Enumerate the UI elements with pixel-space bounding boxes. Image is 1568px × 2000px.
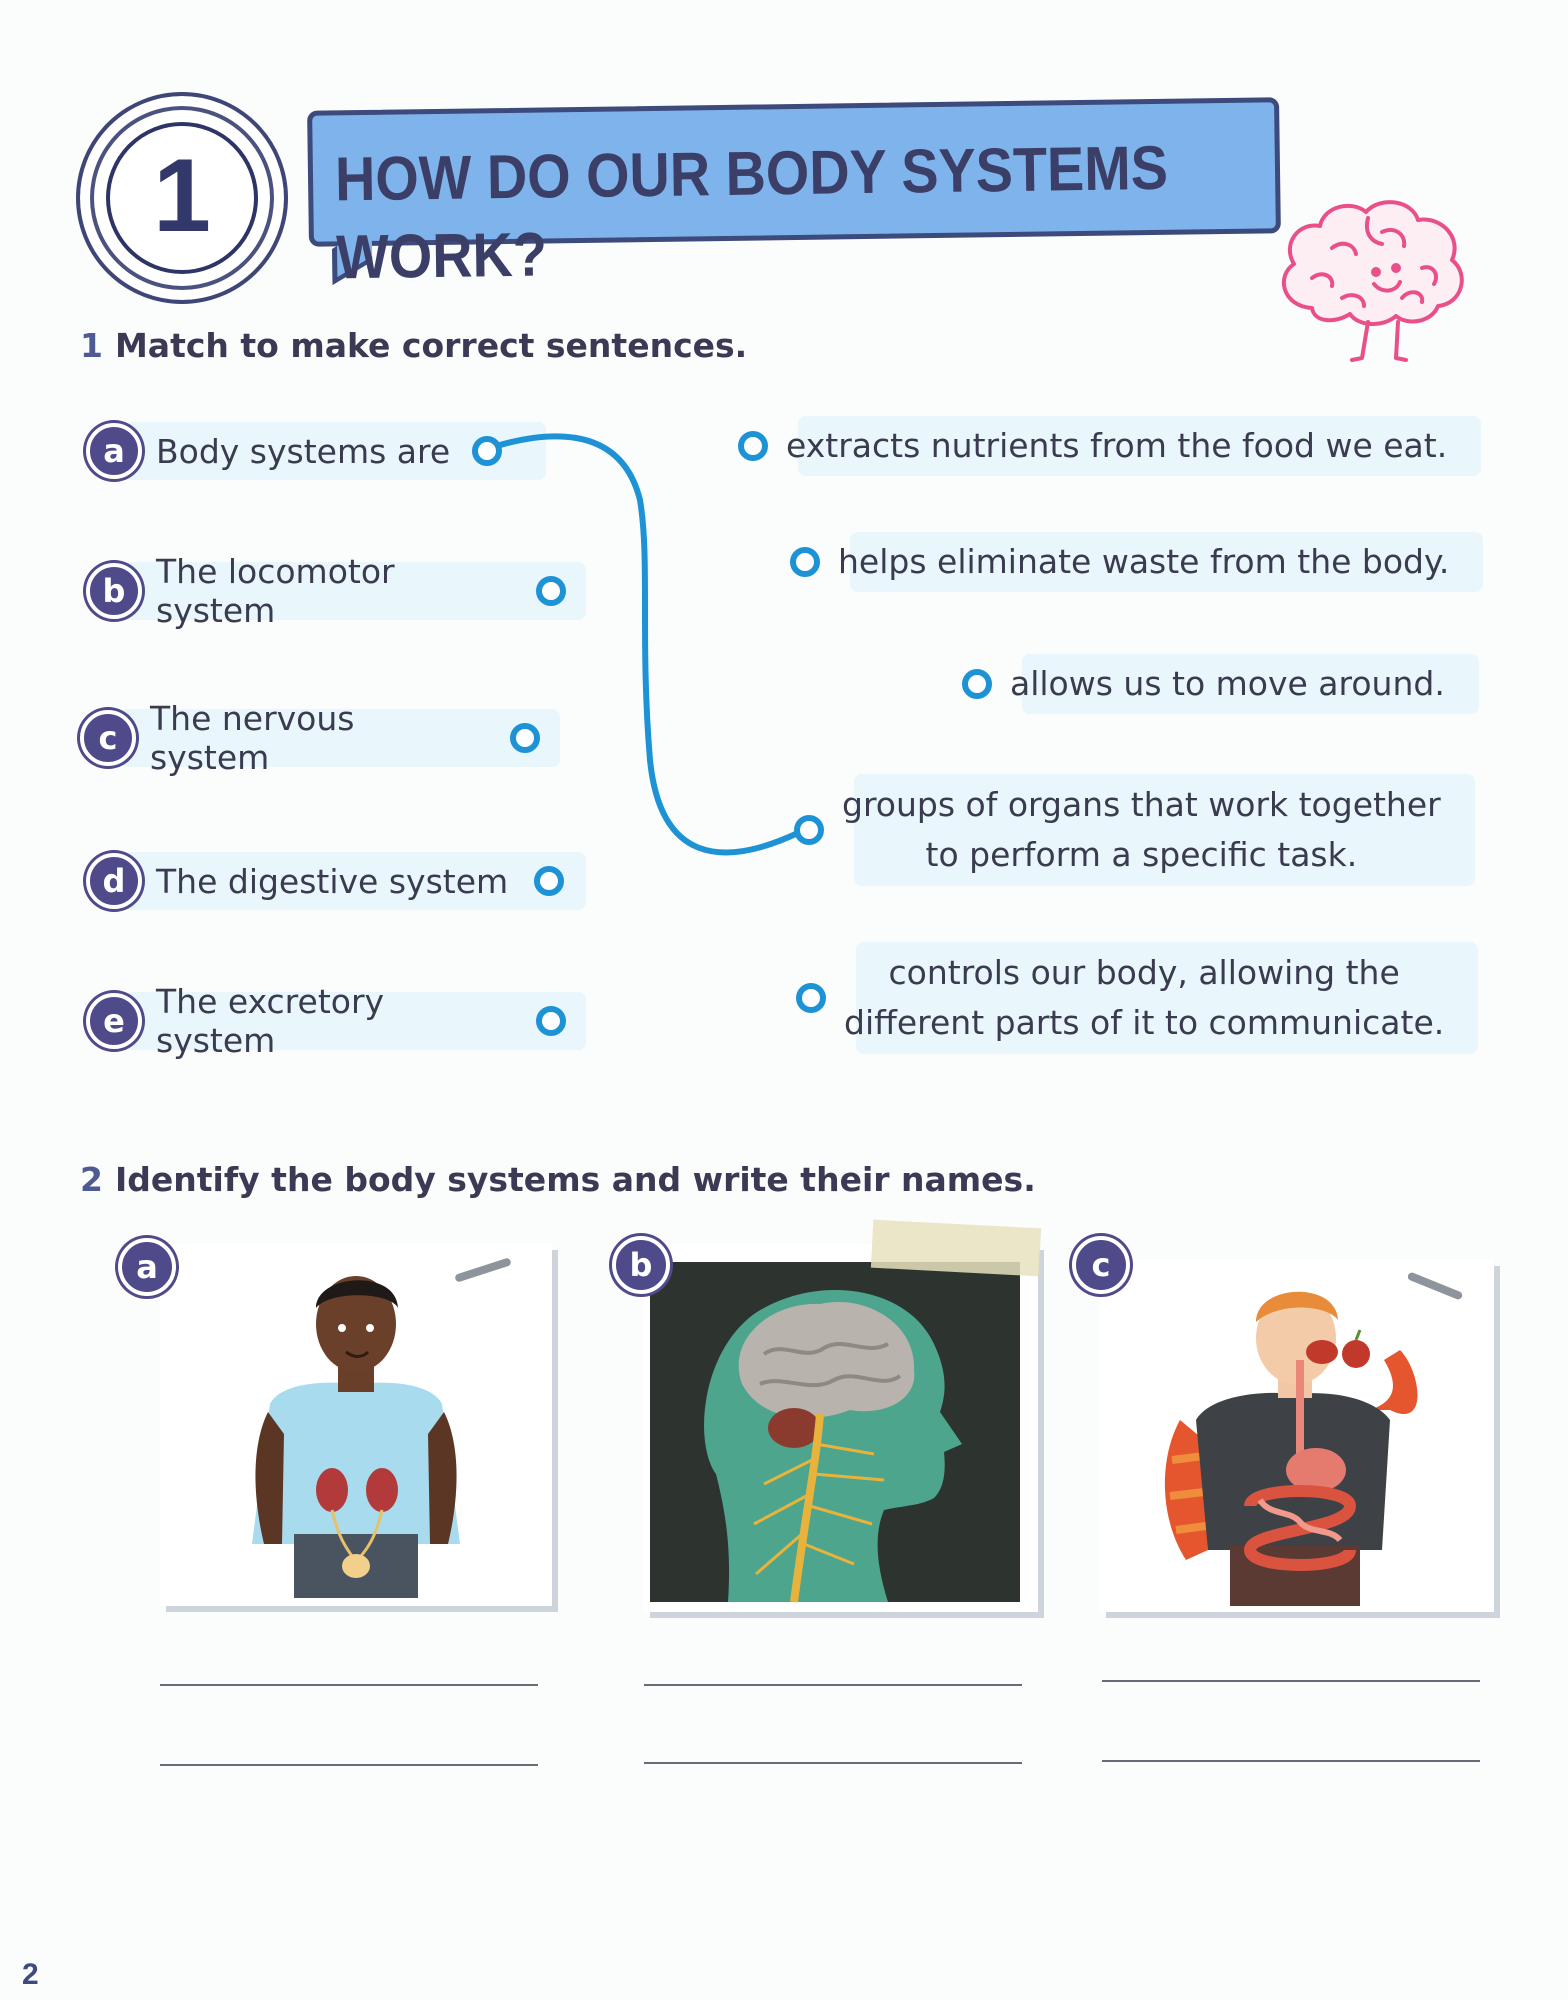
answer-line-a-1[interactable]: [160, 1684, 538, 1686]
match-right-item-5: [796, 940, 1444, 1056]
exercise-1-heading: [80, 326, 747, 365]
picture-letter-a: a: [118, 1238, 176, 1296]
match-right-text-line: to perform a specific task.: [925, 835, 1358, 874]
picture-letter-c: c: [1072, 1236, 1130, 1294]
title-banner: [307, 97, 1281, 293]
letter-badge-e: e: [86, 993, 142, 1049]
answer-line-b-2[interactable]: [644, 1762, 1022, 1764]
unit-number: 1: [153, 138, 211, 254]
letter-badge-d: d: [86, 853, 142, 909]
match-right-text: allows us to move around.: [1010, 664, 1445, 703]
head-nervous-system-photo: [644, 1244, 1038, 1612]
letter-badge-b: b: [86, 563, 142, 619]
match-right-text-line: controls our body, allowing the: [888, 953, 1400, 992]
match-left-text: The digestive system: [156, 861, 509, 901]
answer-line-a-2[interactable]: [160, 1764, 538, 1766]
match-left-text: The excretory system: [156, 982, 385, 1060]
tape-icon: [871, 1220, 1041, 1277]
match-dot-left-a[interactable]: [472, 436, 502, 466]
answer-line-b-1[interactable]: [644, 1684, 1022, 1686]
match-right-text: helps eliminate waste from the body.: [838, 542, 1450, 581]
match-left-text: The locomotor system: [156, 552, 395, 630]
match-dot-right-3[interactable]: [962, 669, 992, 699]
unit-number-badge: [76, 92, 288, 304]
match-dot-right-4[interactable]: [794, 815, 824, 845]
match-left-item-e: [86, 982, 566, 1060]
match-dot-right-1[interactable]: [738, 431, 768, 461]
exercise-1-number: 1: [80, 326, 103, 365]
brain-mascot-icon: [1272, 188, 1472, 370]
match-dot-right-5[interactable]: [796, 983, 826, 1013]
letter-badge-a: a: [86, 423, 142, 479]
picture-letter-b: b: [612, 1236, 670, 1294]
match-dot-left-d[interactable]: [534, 866, 564, 896]
boy-excretory-system-illustration: [160, 1244, 552, 1606]
match-right-text-line: groups of organs that work together: [842, 785, 1441, 824]
letter-badge-c: c: [80, 710, 136, 766]
match-right-item-4: [794, 772, 1441, 888]
match-left-item-c: [80, 699, 540, 777]
exercise-2-number: 2: [80, 1160, 103, 1199]
match-left-text: Body systems are: [156, 431, 451, 471]
exercise-2-heading: [80, 1160, 1036, 1199]
picture-c-frame: [1100, 1260, 1494, 1612]
page-number: 2: [22, 1958, 39, 1991]
match-right-item-1: [738, 414, 1447, 478]
match-left-item-b: [86, 552, 566, 630]
match-right-text: extracts nutrients from the food we eat.: [786, 426, 1448, 465]
answer-line-c-1[interactable]: [1102, 1680, 1480, 1682]
answer-line-c-2[interactable]: [1102, 1760, 1480, 1762]
match-dot-left-c[interactable]: [510, 723, 540, 753]
match-right-item-3: [962, 652, 1445, 716]
picture-b-frame: [644, 1244, 1038, 1612]
match-left-item-d: [86, 848, 566, 914]
boy-digestive-system-illustration: [1100, 1260, 1494, 1612]
picture-a-frame: [160, 1244, 552, 1606]
match-dot-left-b[interactable]: [536, 576, 566, 606]
match-right-text-line: different parts of it to communicate.: [844, 1003, 1445, 1042]
match-dot-right-2[interactable]: [790, 547, 820, 577]
match-right-item-2: [790, 530, 1449, 594]
exercise-1-instruction: Match to make correct sentences.: [114, 326, 748, 365]
match-dot-left-e[interactable]: [536, 1006, 566, 1036]
exercise-2-instruction: Identify the body systems and write their names.: [114, 1160, 1036, 1199]
match-left-item-a: [86, 418, 526, 484]
page-title: HOW DO OUR BODY SYSTEMS WORK?: [334, 133, 1169, 293]
match-left-text: The nervous system: [150, 699, 355, 777]
